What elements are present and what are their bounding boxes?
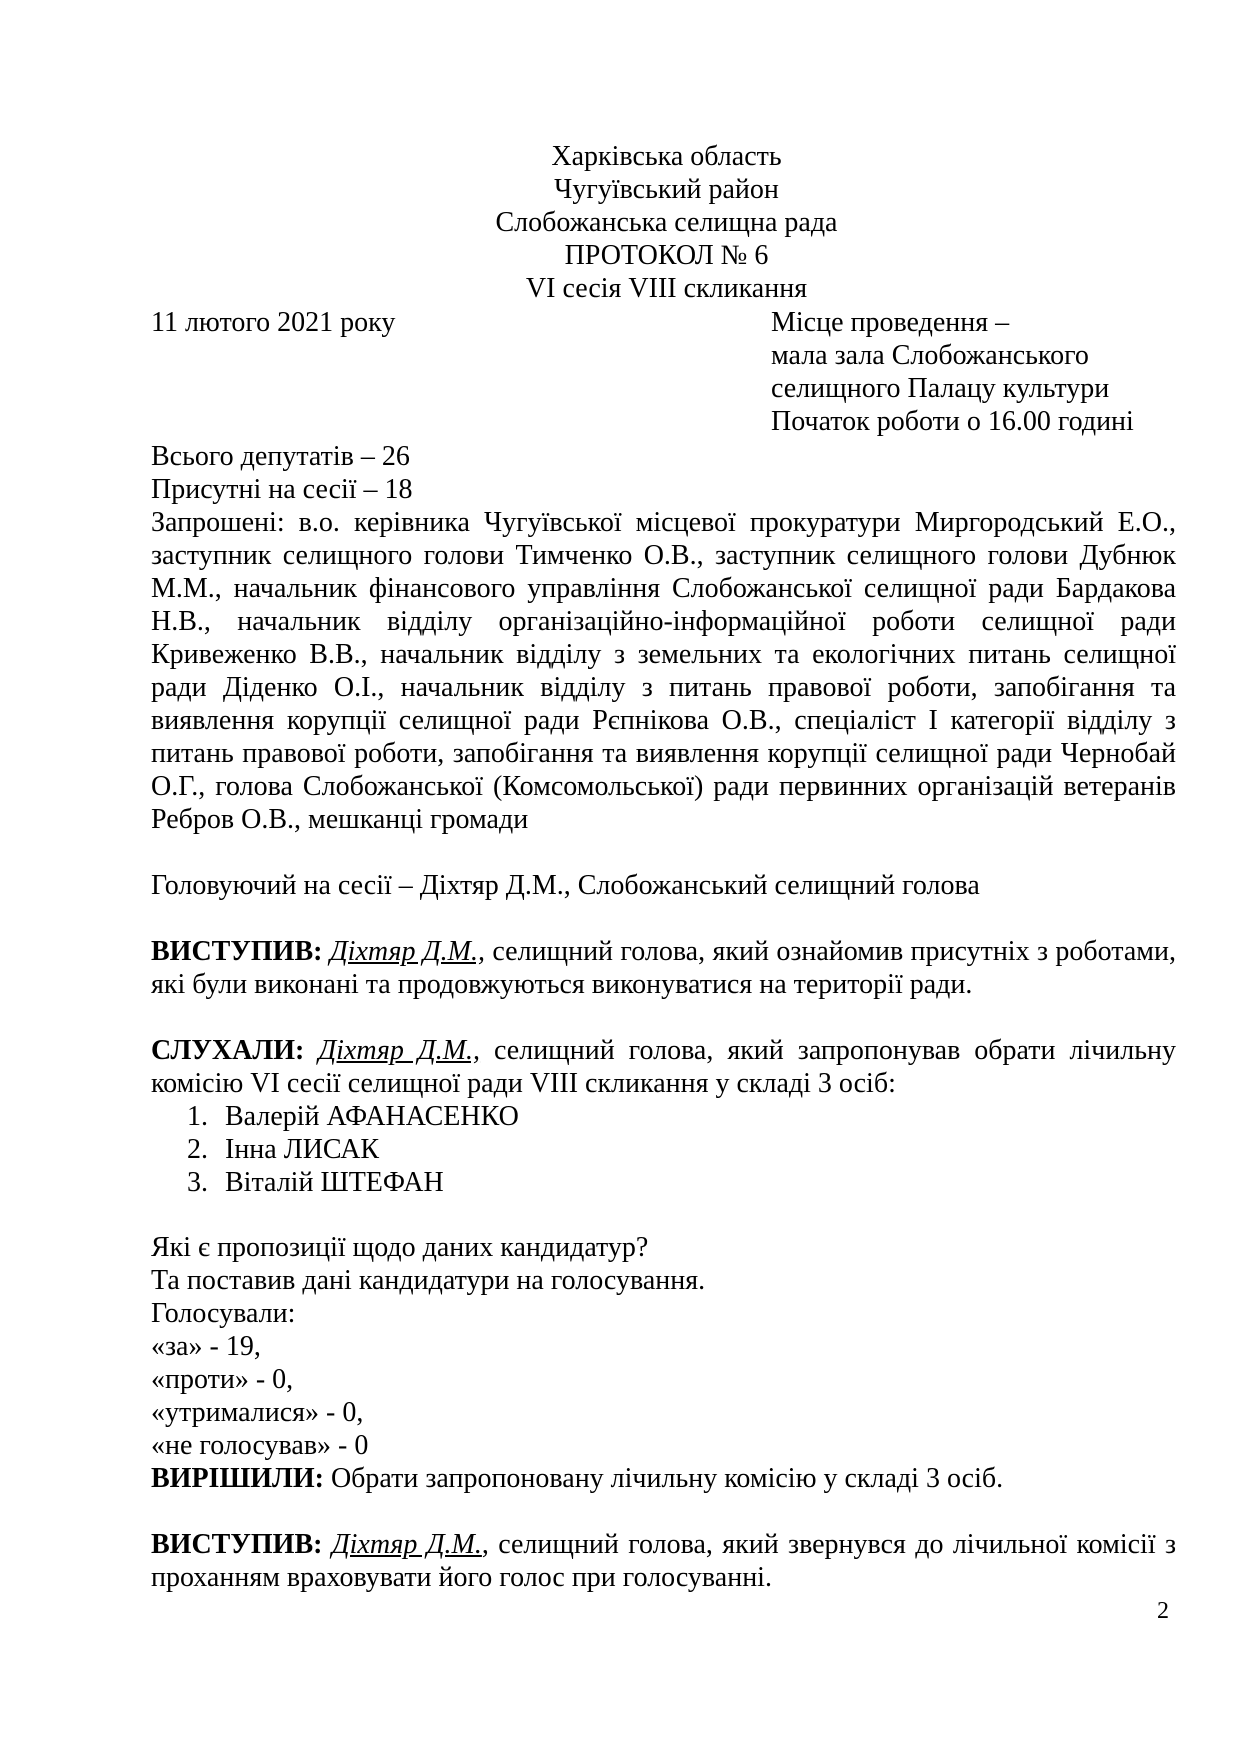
candidate-list [151, 1100, 1176, 1199]
vote-block [151, 1231, 1176, 1495]
oblast-line: Харківська область [551, 141, 782, 172]
heard-label: СЛУХАЛИ: [151, 1035, 305, 1066]
attendance-block [151, 440, 1176, 836]
speech-2-paragraph [151, 1528, 1176, 1594]
speech-2-text: , селищний голова, який звернувся до лічильної комісії з проханням враховувати його голос при голосуванні. [151, 1529, 1176, 1593]
page-number: 2 [1157, 1598, 1169, 1624]
votes-abstained: «утрималися» - 0, [151, 1397, 364, 1428]
proposals-question: Які є пропозиції щодо даних кандидатур? [151, 1232, 649, 1263]
speech-1-speaker: Діхтяр Д.М., [329, 936, 485, 967]
present-deputies: Присутні на сесії – 18 [151, 474, 413, 505]
list-item: 3. Віталій ШТЕФАН [187, 1167, 444, 1198]
votes-for: «за» - 19, [151, 1331, 261, 1362]
speech-2-label: ВИСТУПИВ: [151, 1529, 323, 1560]
decided-text: Обрати запропоновану лічильну комісію у складі 3 осіб. [330, 1463, 1004, 1494]
heard-paragraph [151, 1034, 1176, 1199]
speech-1-label: ВИСТУПИВ: [151, 936, 323, 967]
votes-against: «проти» - 0, [151, 1364, 294, 1395]
heard-speaker: Діхтяр Д.М., [318, 1035, 481, 1066]
session-line: VI сесія VIII скликання [525, 273, 808, 304]
venue-line-2: мала зала Слобожанського [771, 340, 1089, 371]
document-header [0, 140, 1240, 305]
venue-line-1: Місце проведення – [771, 307, 1010, 338]
heard-text: селищний голова, який запропонував обрати лічильну комісію VI сесії селищної ради VIII скликання у складі 3 осіб: [151, 1035, 1176, 1099]
speech-1-paragraph [151, 935, 1176, 1001]
venue-block [771, 306, 1134, 438]
protocol-date: 11 лютого 2021 року [151, 307, 396, 338]
venue-line-3: селищного Палацу культури [771, 373, 1110, 404]
put-to-vote-line: Та поставив дані кандидатури на голосування. [151, 1265, 706, 1296]
chair-line: Головуючий на сесії – Діхтяр Д.М., Слобожанський селищний голова [151, 870, 980, 901]
speech-1-text: селищний голова, який ознайомив присутніх з роботами, які були виконані та продовжуються виконуватися на території ради. [151, 936, 1176, 1000]
list-item: 2. Інна ЛИСАК [187, 1134, 380, 1165]
list-item: 1. Валерій АФАНАСЕНКО [187, 1101, 519, 1132]
speech-2-speaker: Діхтяр Д.М. [331, 1529, 482, 1560]
decided-label: ВИРІШИЛИ: [151, 1463, 324, 1494]
total-deputies: Всього депутатів – 26 [151, 441, 410, 472]
votes-not-voted: «не голосував» - 0 [151, 1430, 369, 1461]
voted-label: Голосували: [151, 1298, 296, 1329]
venue-line-4: Початок роботи о 16.00 годині [771, 406, 1134, 437]
council-line: Слобожанська селищна рада [495, 207, 838, 238]
invited-paragraph: Запрошені: в.о. керівника Чугуївської місцевої прокуратури Миргородський Е.О., заступник селищного голови Тимченко О.В., заступник селищного голови Дубнюк М.М., начальник фінансового управління Слобожанської селищної ради Бардакова Н.В., начальник відділу організаційно-інформаційної роботи селищної ради Кривеженко В.В., начальник відділу з земельних та екологічних питань селищної ради Діденко О.І., начальник відділу з питань правової роботи, запобігання та виявлення корупції селищної ради Рєпнікова О.В., спеціаліст І категорії відділу з питань правової роботи, запобігання та виявлення корупції селищної ради Чернобай О.Г., голова Слобожанської (Комсомольської) ради первинних організацій ветеранів Ребров О.В., мешканці громади [151, 507, 1176, 835]
decision-line [151, 1462, 1176, 1495]
protocol-title: ПРОТОКОЛ № 6 [564, 240, 769, 271]
raion-line: Чугуївський район [554, 174, 779, 205]
